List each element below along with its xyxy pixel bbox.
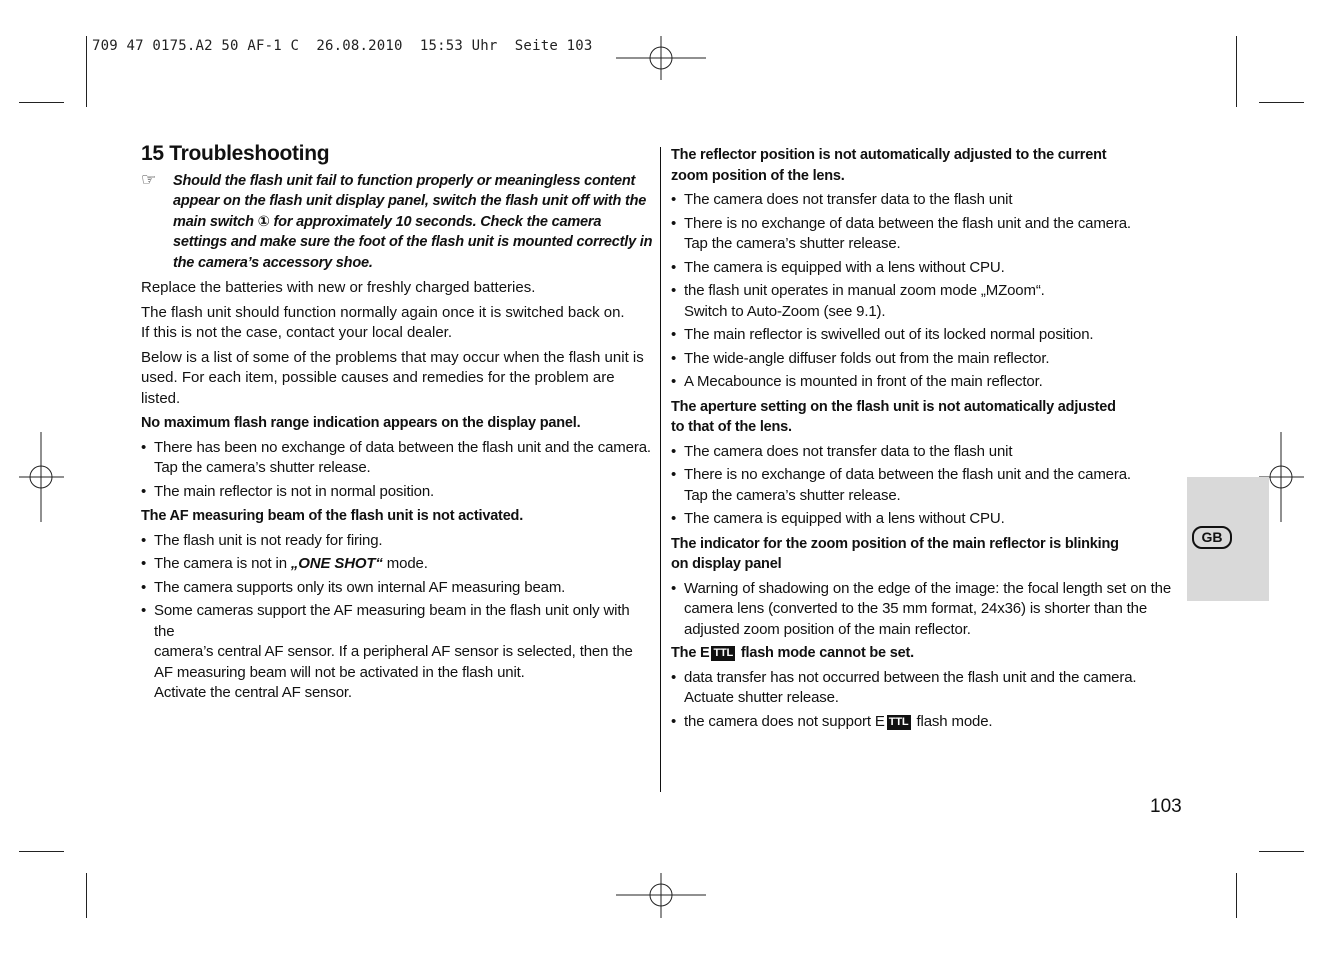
paragraph-line: Below is a list of some of the problems that may occur when the flash unit is — [141, 348, 644, 366]
list-item — [671, 465, 1176, 506]
bullet: • — [671, 214, 677, 232]
bullet: • — [671, 712, 677, 730]
list-item-text — [684, 712, 1176, 733]
list-item-text: Tap the camera’s shutter release. — [684, 235, 901, 252]
list-item-text: Tap the camera’s shutter release. — [684, 486, 901, 504]
list-item-text: adjusted zoom position of the main reflector. — [684, 620, 971, 638]
heading-text: flash mode cannot be set. — [737, 645, 914, 661]
list-item-text: The flash unit is not ready for firing. — [154, 531, 383, 549]
bullet: • — [671, 442, 677, 460]
bullet: • — [671, 668, 677, 686]
list-item-text: Actuate shutter release. — [684, 689, 839, 706]
list-item-text: The camera does not transfer data to the flash unit — [684, 442, 1013, 460]
list-item-text: There is no exchange of data between the flash unit and the camera. — [684, 214, 1131, 232]
list-item — [671, 258, 1176, 279]
page-number: 103 — [1150, 796, 1182, 817]
list-item — [671, 372, 1176, 393]
bullet-list — [141, 531, 653, 704]
list-item — [671, 442, 1176, 463]
heading-line: to that of the lens. — [671, 419, 792, 435]
section-heading: No maximum flash range indication appears on the display panel. — [141, 415, 581, 432]
heading-line: on display panel — [671, 556, 782, 572]
list-item-text: Activate the central AF sensor. — [154, 684, 352, 702]
list-item-text: Switch to Auto-Zoom (see 9.1). — [684, 302, 886, 320]
pointing-hand-icon: ☞ — [141, 169, 157, 189]
paragraph — [141, 303, 653, 344]
registration-mark-icon — [19, 432, 64, 522]
list-item-text: The camera supports only its own internal AF measuring beam. — [154, 578, 566, 596]
crop-mark — [1259, 102, 1304, 103]
crop-mark — [86, 873, 87, 918]
section-heading — [671, 145, 1176, 186]
print-info: 709 47 0175.A2 50 AF-1 C 26.08.2010 15:53 Uhr Seite 103 — [92, 38, 593, 54]
bullet: • — [141, 578, 147, 596]
bullet: • — [671, 282, 677, 299]
list-item-text: Warning of shadowing on the edge of the image: the focal length set on the — [684, 579, 1172, 597]
paragraph: Replace the batteries with new or freshly charged batteries. — [141, 279, 536, 297]
bullet: • — [141, 438, 147, 456]
list-item-text: AF measuring beam will not be activated in the flash unit. — [154, 663, 525, 681]
list-item-text: camera’s central AF sensor. If a peripheral AF sensor is selected, then the — [154, 643, 633, 661]
list-item — [671, 281, 1176, 322]
list-item-text: The camera is equipped with a lens without CPU. — [684, 510, 1005, 527]
list-item-text: The main reflector is swivelled out of its locked normal position. — [684, 326, 1094, 343]
page-title: 15 Troubleshooting — [141, 142, 330, 165]
list-item-text: the flash unit operates in manual zoom mode „MZoom“. — [684, 282, 1045, 299]
list-item — [671, 214, 1176, 255]
right-column — [671, 145, 1176, 735]
list-item-text: Tap the camera’s shutter release. — [154, 459, 371, 477]
ettl-badge: TTL — [888, 715, 909, 728]
heading-line: The reflector position is not automatically adjusted to the current — [671, 147, 1107, 163]
language-badge: GB — [1192, 526, 1232, 549]
list-item-text: The camera is equipped with a lens without CPU. — [684, 258, 1005, 276]
crop-mark — [19, 851, 64, 852]
list-item-text: camera lens (converted to the 35 mm format, 24x36) is shorter than the — [684, 600, 1148, 617]
heading-line: The indicator for the zoom position of the main reflector is blinking — [671, 535, 1119, 552]
list-item — [671, 712, 1176, 733]
list-item — [141, 438, 653, 479]
text-run: mode. — [382, 555, 428, 573]
heading-text: The E — [671, 645, 710, 661]
note-text: Should the flash unit fail to function properly or meaningless content appear on the flash unit display panel, switch the flash unit off with the main switch ① for approximately 10 seconds. Check the camera settings and make sure the foot of the flash unit is mounted correctly in the camera’s accessory shoe. — [173, 172, 653, 271]
section-heading — [671, 534, 1176, 575]
bullet-list — [671, 579, 1176, 641]
registration-mark-icon — [616, 36, 706, 80]
bullet-list — [671, 668, 1176, 733]
bullet: • — [671, 258, 677, 276]
list-item — [141, 578, 653, 599]
list-item-text: Some cameras support the AF measuring beam in the flash unit only with the — [154, 602, 630, 640]
bullet-list — [671, 190, 1176, 393]
heading-line: zoom position of the lens. — [671, 167, 845, 184]
bullet: • — [671, 326, 677, 343]
list-item — [671, 190, 1176, 211]
section-heading: The AF measuring beam of the flash unit is not activated. — [141, 508, 524, 525]
bullet: • — [671, 191, 677, 208]
bullet: • — [671, 466, 677, 483]
text-run: flash mode. — [912, 712, 993, 730]
bullet: • — [671, 349, 677, 367]
text-run: the camera does not support E — [684, 712, 885, 730]
column-divider — [660, 147, 661, 792]
list-item-text: A Mecabounce is mounted in front of the main reflector. — [684, 373, 1043, 390]
crop-mark — [1236, 36, 1237, 107]
crop-mark — [1259, 851, 1304, 852]
bullet-list — [671, 442, 1176, 530]
list-item — [671, 509, 1176, 530]
bullet-list — [141, 438, 653, 503]
crop-mark — [86, 36, 87, 107]
bullet: • — [671, 510, 677, 527]
list-item — [141, 482, 653, 503]
bullet: • — [671, 373, 677, 390]
list-item-text: The main reflector is not in normal position. — [154, 482, 435, 500]
list-item — [141, 601, 653, 704]
note-paragraph — [141, 171, 653, 274]
list-item-text: The camera does not transfer data to the flash unit — [684, 191, 1013, 208]
list-item-text — [154, 554, 653, 575]
paragraph-line: The flash unit should function normally again once it is switched back on. — [141, 303, 625, 321]
crop-mark — [1236, 873, 1237, 918]
crop-mark — [19, 102, 64, 103]
left-column — [141, 144, 653, 707]
paragraph — [141, 348, 653, 410]
registration-mark-icon — [616, 873, 706, 918]
list-item-text: data transfer has not occurred between the flash unit and the camera. — [684, 668, 1137, 686]
bullet: • — [141, 555, 147, 573]
section-heading — [671, 643, 1176, 664]
list-item — [141, 531, 653, 552]
bullet: • — [141, 602, 147, 620]
list-item-text: The wide-angle diffuser folds out from the main reflector. — [684, 349, 1050, 367]
list-item — [671, 349, 1176, 370]
list-item — [141, 554, 653, 575]
bullet: • — [141, 482, 147, 500]
list-item-text: There has been no exchange of data between the flash unit and the camera. — [154, 438, 651, 456]
heading-line: The aperture setting on the flash unit is not automatically adjusted — [671, 398, 1116, 415]
paragraph-line: If this is not the case, contact your local dealer. — [141, 324, 453, 342]
text-run: The camera is not in — [154, 555, 291, 573]
mode-name: „ONE SHOT“ — [290, 555, 383, 573]
list-item-text: There is no exchange of data between the flash unit and the camera. — [684, 466, 1131, 483]
language-tab — [1187, 477, 1269, 601]
list-item — [671, 325, 1176, 346]
list-item — [671, 668, 1176, 709]
ettl-badge: TTL — [713, 647, 734, 659]
paragraph-line: used. For each item, possible causes and remedies for the problem are listed. — [141, 369, 615, 407]
bullet: • — [671, 579, 677, 597]
section-heading — [671, 397, 1176, 438]
list-item — [671, 579, 1176, 641]
bullet: • — [141, 531, 147, 549]
